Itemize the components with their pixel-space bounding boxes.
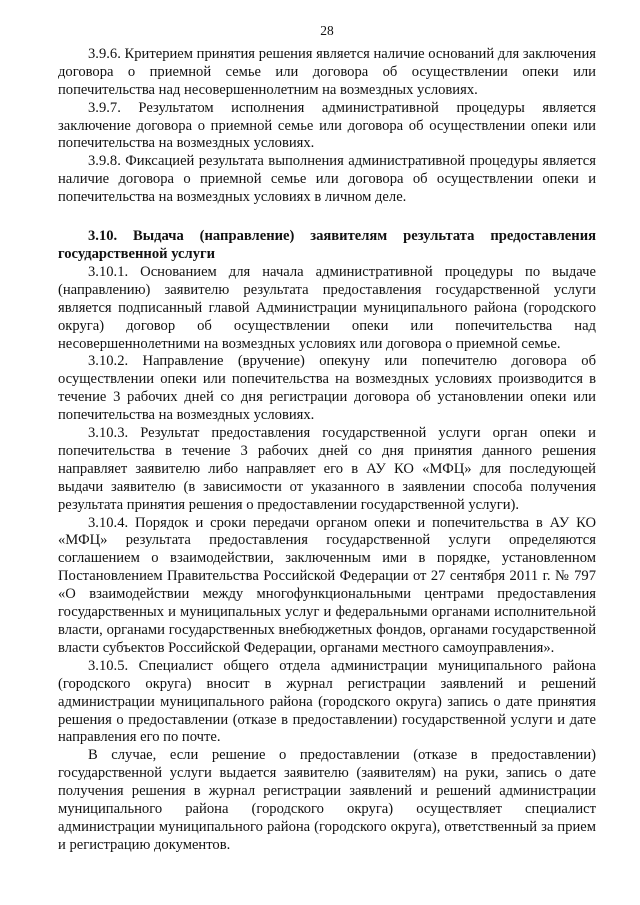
paragraph-3-9-8: 3.9.8. Фиксацией результата выполнения административной процедуры является наличие договора о приемной семье или договора об осуществлении опеки и попечительства на возмездных условиях в личном деле. — [58, 153, 596, 206]
paragraph-3-10-3: 3.10.3. Результат предоставления государственной услуги орган опеки и попечительства в течение 3 рабочих дней со дня принятия данного решения направляет заявителю либо направляет его в АУ КО «МФЦ» для последующей выдачи заявителю (в зависимости от указанного в заявлении способа получения результата принятия решения о предоставлении государственной услуги). — [58, 425, 596, 513]
paragraph-3-9-6: 3.9.6. Критерием принятия решения является наличие оснований для заключения договора о приемной семье или договора об осуществлении опеки или попечительства над несовершеннолетним на возмездных условиях. — [58, 45, 596, 98]
paragraph-3-10-2: 3.10.2. Направление (вручение) опекуну или попечителю договора об осуществлении опеки или попечительства на возмездных условиях производится в течение 3 рабочих дней со дня регистрации договора об установлении опеки или попечительства на возмездных условиях. — [58, 353, 596, 424]
paragraph-3-10-1: 3.10.1. Основанием для начала административной процедуры по выдаче (направлению) заявителю результата предоставления государственной услуги является подписанный главой Администрации муниципального района (городского округа) договор об осуществлении опеки или попечительства над несовершеннолетними на возмездных условиях или договора о приемной семье. — [58, 263, 596, 352]
page-number: 28 — [320, 23, 334, 38]
paragraph-3-10-5-continuation: В случае, если решение о предоставлении (отказе в предоставлении) государственной услуги выдается заявителю (заявителям) на руки, запись о дате получения решения в журнал регистрации заявлений и решений администрации муниципального района (городского округа) осуществляет специалист администрации муниципального района (городского округа), ответственный за прием и регистрацию документов. — [58, 747, 596, 853]
paragraph-3-10-5: 3.10.5. Специалист общего отдела администрации муниципального района (городского округа) вносит в журнал регистрации заявлений и решений администрации муниципального района (городского округа) запись о дате принятия решения о предоставлении (отказе в предоставлении) государственной услуги и дате направления его по почте. — [58, 657, 596, 746]
paragraph-3-10-4: 3.10.4. Порядок и сроки передачи органом опеки и попечительства в АУ КО «МФЦ» результата предоставления государственной услуги определяются соглашением о взаимодействии, заключенным ими в порядке, установленном Постановлением Правительства Российской Федерации от 27 сентября 2011 г. № 797 «О взаимодействии между многофункциональными центрами предоставления государственных и муниципальных услуг и федеральными органами исполнительной власти, органами государственных внебюджетных фондов, органами государственной власти субъектов Российской Федерации, органами местного самоуправления». — [58, 514, 596, 656]
paragraph-3-9-7: 3.9.7. Результатом исполнения административной процедуры является заключение договора о приемной семье или договора об осуществлении опеки или попечительства на возмездных условиях. — [58, 99, 596, 152]
section-heading-3-10: 3.10. Выдача (направление) заявителям результата предоставления государственной услуги — [58, 228, 596, 262]
